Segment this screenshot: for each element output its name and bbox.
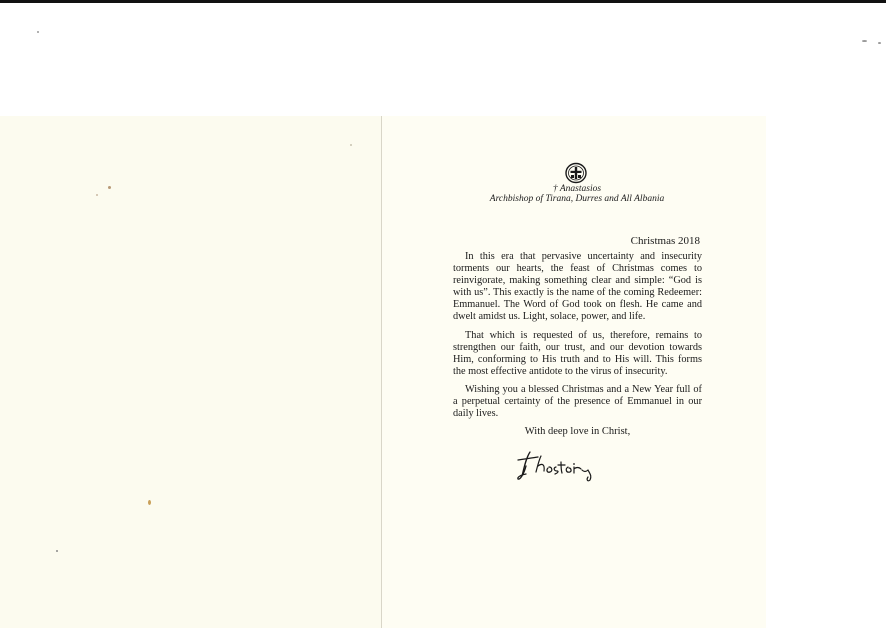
cross-emblem-icon [565,162,587,184]
card-left-panel [0,116,381,628]
letter-paragraph: In this era that pervasive uncertainty and insecurity torments our hearts, the feast of Christmas comes to reinvigorate, making something clear and simple: “God is with us”. This exactly is the name of the coming Redeemer: Emmanuel. The Word of God took on flesh. He came and dwelt amidst us. Light, solace, power, and life. [453,251,702,323]
paper-speck [148,500,151,505]
letter-body [453,251,702,426]
scan-speck [862,40,867,42]
scan-speck [878,42,881,44]
letter-paragraph: Wishing you a blessed Christmas and a New Year full of a perpetual certainty of the presence of Emmanuel in our daily lives. [453,383,702,420]
scanner-top-edge [0,0,886,3]
signatory-title: Archbishop of Tirana, Durres and All Albania [489,194,665,204]
letter-paragraph: That which is requested of us, therefore, remains to strengthen our faith, our trust, and our devotion towards Him, conforming to His truth and to His will. This forms the most effective antidote to the virus of insecurity. [453,329,702,377]
paper-speck [56,550,58,552]
letter-closing: With deep love in Christ, [524,426,631,437]
paper-speck [350,144,352,146]
letter-date: Christmas 2018 [630,235,700,247]
signatory-name: † Anastasios [552,184,602,194]
paper-speck [96,194,98,196]
paper-speck [108,186,111,189]
handwritten-signature-icon [512,446,612,484]
scan-speck [37,31,39,33]
